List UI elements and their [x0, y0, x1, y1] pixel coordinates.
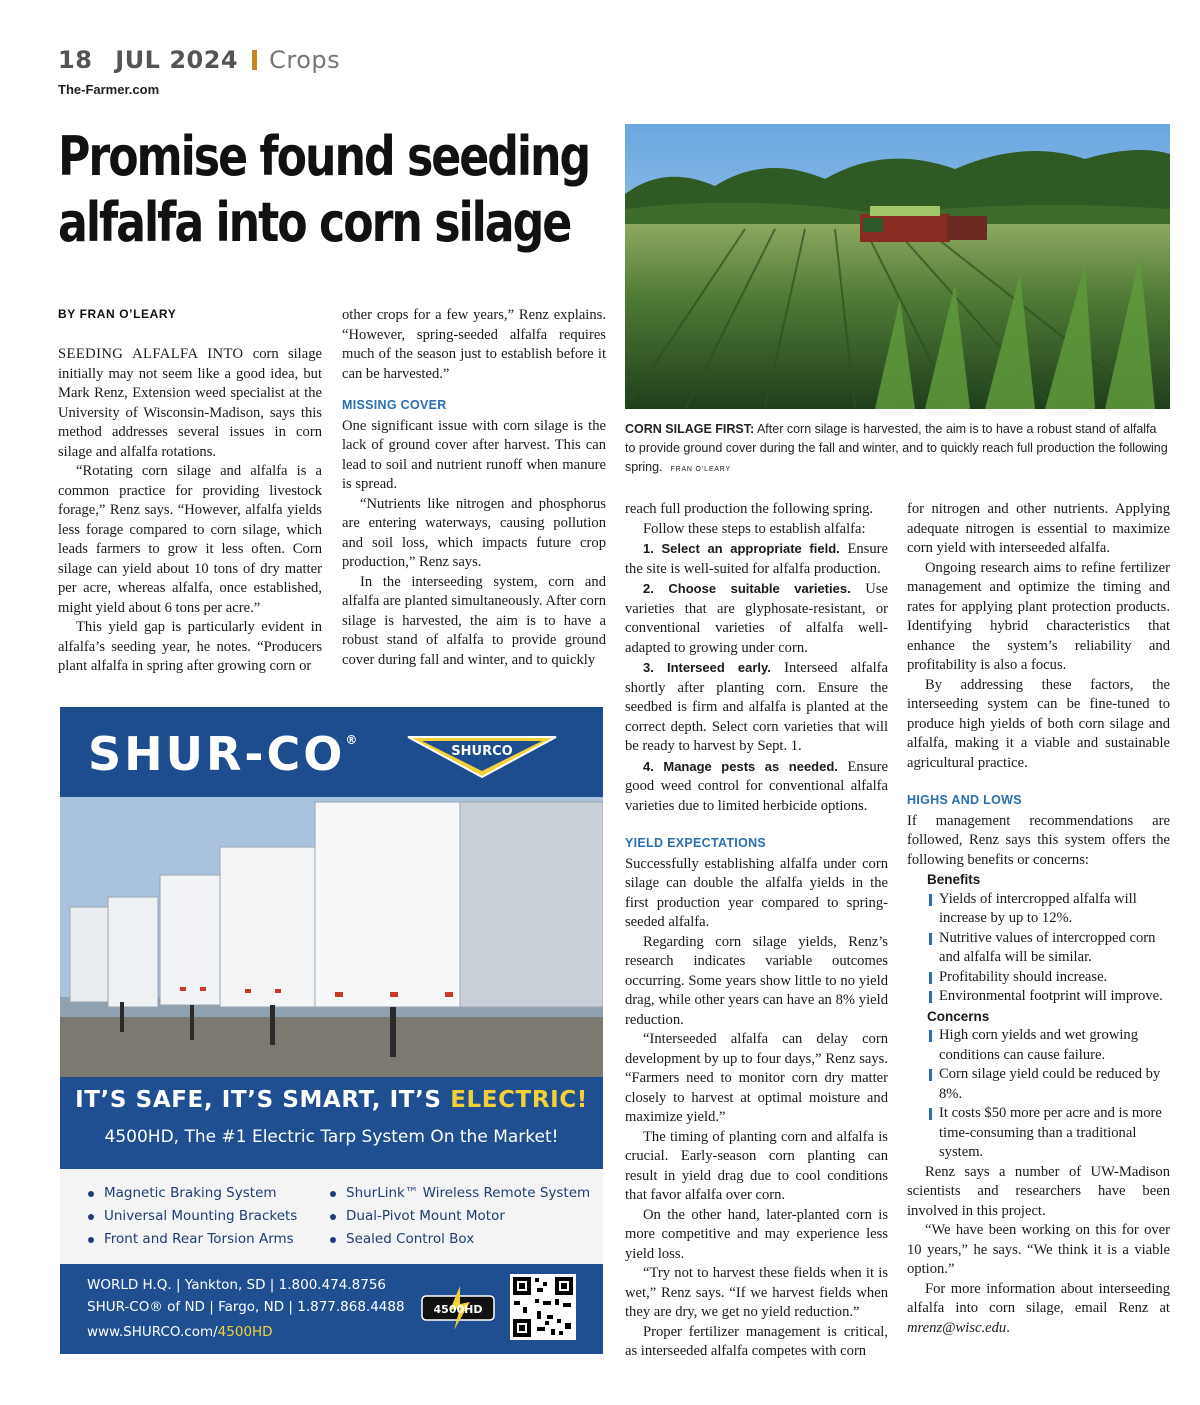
step-text: Interseed alfalfa shortly after planting corn. Ensure the seedbed is firm and alfalfa is planted at the correct depth. Select corn varieties that will be ready to harvest by Sept. 1.	[625, 660, 888, 754]
registered-mark: ®	[345, 733, 358, 747]
ad-banner	[60, 1077, 603, 1169]
paragraph: Follow these steps to establish alfalfa:	[643, 520, 866, 537]
paragraph: The timing of planting corn and alfalfa is crucial. Early-season corn planting can result in yield drag due to cool conditions that favor alfalfa over corn.	[625, 1128, 888, 1203]
step-label: 3. Interseed early.	[643, 660, 771, 675]
paragraph: Successfully establishing alfalfa under corn silage can double the alfalfa yields in the first production year compared to spring-seeded alfalfa.	[625, 855, 888, 930]
issue-date: JUL 2024	[115, 46, 239, 74]
brand-text: SHUR-CO	[88, 727, 346, 781]
concern-item: Corn silage yield could be reduced by 8%.	[907, 1065, 1170, 1104]
lead-text: corn silage initially may not seem like a good idea, but Mark Renz, Extension weed specialist at the University of Wisconsin-Madison, says this method addresses several issues in corn silage and alfalfa rotations.	[58, 346, 322, 460]
paragraph: “Try not to harvest these fields when it is wet,” Renz says. “If we harvest fields when they are dry, we get no yield reduction.”	[625, 1265, 888, 1320]
byline: BY FRAN O’LEARY	[58, 307, 177, 321]
logo-text: SHURCO	[451, 744, 513, 759]
step-1	[625, 539, 888, 579]
ad-headline-highlight: ELECTRIC!	[450, 1087, 588, 1113]
paragraph: “Rotating corn silage and alfalfa is a common practice for providing livestock forage,” Renz says. “However, alfalfa yields less forage compared to corn silage, which leads farmers to grow it less often. Corn silage can yield about 10 tons of dry matter per acre, whereas alfalfa, once established, might yield about 6 tons per acre.”	[58, 463, 322, 616]
benefit-item: Environmental footprint will improve.	[907, 987, 1170, 1007]
feature-item: Dual-Pivot Mount Motor	[330, 1208, 505, 1224]
step-2	[625, 579, 888, 658]
badge-text: 4500HD	[433, 1303, 483, 1316]
contact-hq: WORLD H.Q. | Yankton, SD | 1.800.474.8756	[87, 1277, 386, 1293]
paragraph: “Nutrients like nitrogen and phosphorus are entering waterways, causing pollution and soil loss, which impacts future crop production,” Renz says.	[342, 495, 606, 570]
caption-text: After corn silage is harvested, the aim is to have a robust stand of alfalfa to provide ground cover during the fall and winter, and to quickly reach full production the following spring.	[625, 422, 1168, 474]
qr-code-icon[interactable]	[510, 1274, 576, 1340]
paragraph: “We have been working on this for over 10 years,” he says. “We think it is a viable option.”	[907, 1222, 1170, 1277]
paragraph	[58, 345, 322, 462]
contact-email[interactable]: mrenz@wisc.edu	[907, 1319, 1007, 1336]
paragraph: By addressing these factors, the interseeding system can be fine-tuned to produce high yields of both corn silage and alfalfa, making it a viable and sustainable agricultural practice.	[907, 676, 1170, 771]
headline-line-2: alfalfa into corn silage	[58, 191, 571, 254]
headline-line-1: Promise found seeding	[58, 125, 590, 188]
benefits-heading: Benefits	[927, 872, 981, 887]
benefit-item: Nutritive values of intercropped corn and alfalfa will be similar.	[907, 929, 1170, 968]
paragraph: Ongoing research aims to refine fertilizer management and optimize the timing and rates for applying plant protection products. Identifying hybrid characteristics that enhance the system’s reliability and profitability is also a focus.	[907, 559, 1170, 673]
feature-item: Magnetic Braking System	[88, 1185, 277, 1201]
paragraph: If management recommendations are followed, Renz says this system offers the following benefits or concerns:	[907, 812, 1170, 868]
ad-header	[60, 707, 603, 797]
page-number: 18	[58, 46, 93, 74]
folio	[58, 46, 340, 74]
paragraph: for nitrogen and other nutrients. Applying adequate nitrogen is essential to maximize corn yield with interseeded alfalfa.	[907, 501, 1170, 556]
paragraph: This yield gap is particularly evident in alfalfa’s seeding year, he notes. “Producers plant alfalfa in spring after growing corn or	[58, 619, 322, 674]
step-text: Ensure good weed control for conventional alfalfa varieties due to limited herbicide options.	[625, 758, 888, 814]
paragraph: On the other hand, later-planted corn is more competitive and may experience less yield loss.	[625, 1206, 888, 1262]
concern-item: High corn yields and wet growing conditions can cause failure.	[907, 1026, 1170, 1065]
article-column-3	[625, 500, 888, 1362]
concerns-heading: Concerns	[927, 1008, 990, 1024]
concern-item: It costs $50 more per acre and is more time-consuming than a traditional system.	[907, 1104, 1170, 1163]
url-text: www.SHURCO.com/	[87, 1324, 218, 1340]
photo-caption	[625, 420, 1170, 479]
folio-divider	[252, 50, 257, 70]
shurco-advertisement[interactable]	[60, 707, 603, 1354]
paragraph: In the interseeding system, corn and alfalfa are planted simultaneously. After corn silage is harvested, the aim is to have a robust stand of alfalfa to provide ground cover during fall and winter, and to quickly	[342, 573, 606, 668]
feature-item: Front and Rear Torsion Arms	[88, 1231, 294, 1247]
article-column-2	[342, 306, 606, 670]
ad-brand-name	[88, 727, 357, 781]
ad-headline-text: IT’S SAFE, IT’S SMART, IT’S	[75, 1087, 451, 1113]
step-label: 4. Manage pests as needed.	[643, 758, 838, 774]
benefit-item: Profitability should increase.	[907, 968, 1170, 988]
feature-item: ShurLink™ Wireless Remote System	[330, 1185, 590, 1201]
step-4	[625, 757, 888, 817]
section-name: Crops	[269, 46, 341, 74]
paragraph: “Interseeded alfalfa can delay corn development by up to four days,” Renz says. “Farmers need to monitor corn dry matter closely to harvest at optimal moisture and maximize yield.”	[625, 1031, 888, 1125]
step-text: Use varieties that are glyphosate-resistant, or conventional varieties of alfalfa well-adapted to growing under corn.	[625, 581, 888, 656]
shurco-logo-icon	[402, 731, 562, 784]
step-text: Ensure the site is well-suited for alfalfa production.	[625, 541, 888, 577]
benefit-item: Yields of intercropped alfalfa will increase by up to 12%.	[907, 890, 1170, 929]
article-column-4	[907, 500, 1170, 1338]
subhead-yield-expectations: YIELD EXPECTATIONS	[625, 836, 767, 850]
step-label: 1. Select an appropriate field.	[643, 541, 840, 556]
headline	[58, 124, 616, 256]
caption-label: CORN SILAGE FIRST:	[625, 422, 755, 436]
contact-text: For more information about interseeding alfalfa into corn silage, email Renz at	[907, 1280, 1170, 1316]
trailers-illustration	[60, 797, 603, 1077]
site-url[interactable]: The-Farmer.com	[58, 82, 160, 97]
paragraph: One significant issue with corn silage is the lack of ground cover after harvest. This can lead to soil and nutrient runoff when manure is spread.	[342, 417, 606, 492]
paragraph: Proper fertilizer management is critical, as interseeded alfalfa competes with corn	[625, 1323, 888, 1359]
contact-nd: SHUR-CO® of ND | Fargo, ND | 1.877.868.4488	[87, 1299, 405, 1315]
subhead-highs-and-lows: HIGHS AND LOWS	[907, 793, 1022, 807]
step-label: 2. Choose suitable varieties.	[643, 581, 851, 596]
paragraph	[907, 1280, 1170, 1339]
paragraph: other crops for a few years,” Renz explains. “However, spring-seeded alfalfa requires much of the season just to establish before it can be harvested.”	[342, 307, 606, 382]
url-highlight: 4500HD	[217, 1324, 273, 1340]
feature-item: Universal Mounting Brackets	[88, 1208, 297, 1224]
subhead-missing-cover: MISSING COVER	[342, 398, 447, 412]
photo-illustration	[625, 124, 1170, 409]
article-column-1	[58, 345, 322, 677]
ad-headline	[60, 1087, 603, 1113]
feature-item: Sealed Control Box	[330, 1231, 474, 1247]
corn-field-photo	[625, 124, 1170, 409]
step-3	[625, 658, 888, 757]
ad-contact-footer	[60, 1264, 603, 1354]
ad-feature-list	[60, 1169, 603, 1264]
ad-subline: 4500HD, The #1 Electric Tarp System On the Market!	[104, 1127, 559, 1147]
photo-credit: FRAN O’LEARY	[670, 466, 731, 473]
ad-url[interactable]	[87, 1324, 273, 1340]
contact-suffix: .	[1006, 1319, 1010, 1336]
4500hd-badge-icon	[420, 1286, 496, 1334]
paragraph: reach full production the following spring.	[625, 501, 874, 517]
paragraph: Regarding corn silage yields, Renz’s research indicates variable outcomes occurring. Some years show little to no yield drag, while other years can have an 8% yield reduction.	[625, 933, 888, 1028]
lead-in-caps: SEEDING ALFALFA INTO	[58, 346, 244, 362]
paragraph: Renz says a number of UW-Madison scientists and researchers have been involved in this project.	[907, 1163, 1170, 1219]
trailer-photo	[60, 797, 603, 1077]
